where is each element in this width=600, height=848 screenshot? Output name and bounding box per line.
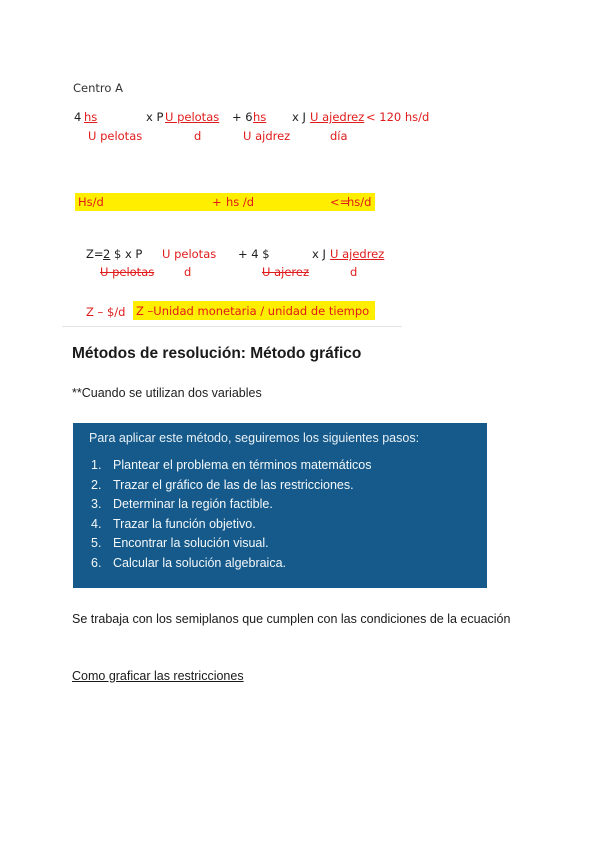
steps-intro: Para aplicar este método, seguiremos los siguientes pasos:	[89, 431, 420, 445]
equation-1-den-upelotas: U pelotas	[88, 129, 143, 143]
z-unit: Z – $/d	[86, 305, 126, 319]
units-plus: +	[212, 195, 222, 209]
list-item	[91, 554, 371, 574]
list-item	[91, 534, 371, 554]
subnote: **Cuando se utilizan dos variables	[72, 386, 262, 400]
equation-1-hs: hs	[84, 110, 98, 124]
step-text: Encontrar la solución visual.	[113, 536, 269, 550]
objective-dollar-xp: $ x P	[114, 247, 143, 261]
step-text: Plantear el problema en términos matemáticos	[113, 458, 372, 472]
step-number: 1.	[91, 458, 102, 472]
step-text: Trazar la función objetivo.	[113, 516, 256, 531]
section-heading: Métodos de resolución: Método gráfico	[72, 345, 362, 362]
objective-den-upelotas: U pelotas	[100, 265, 155, 279]
step-text: Determinar la región factible.	[113, 497, 273, 511]
z-unit-description: Z –Unidad monetaria / unidad de tiempo	[136, 304, 370, 318]
equation-1-den-dia: día	[330, 129, 348, 143]
equation-1-limit: < 120 hs/d	[366, 110, 430, 124]
objective-den-d2: d	[350, 265, 358, 279]
objective-upelotas: U pelotas	[162, 247, 217, 261]
units-hsd: Hs/d	[78, 195, 104, 209]
list-item	[91, 515, 371, 535]
list-item	[91, 456, 371, 476]
equation-1-den-uajdrez: U ajdrez	[243, 129, 291, 143]
step-text: Trazar el gráfico de las de las restricciones.	[113, 477, 354, 492]
centro-label: Centro A	[73, 81, 123, 95]
equation-1-xp: x P	[146, 110, 164, 124]
equation-1-upelotas: U pelotas	[165, 110, 220, 124]
list-item	[91, 476, 371, 496]
units-hsd-3: hs/d	[347, 195, 372, 209]
equation-1-xj: x J	[292, 110, 306, 124]
equation-1-den-d: d	[194, 129, 202, 143]
step-number: 5.	[91, 536, 102, 550]
step-number: 3.	[91, 497, 102, 511]
steps-panel	[73, 423, 487, 588]
objective-den-d1: d	[184, 265, 192, 279]
step-number: 6.	[91, 555, 102, 570]
units-le: <=	[330, 195, 350, 209]
units-hsd-2: hs /d	[226, 195, 255, 209]
steps-list	[91, 456, 371, 573]
objective-den-uajerez: U ajerez	[262, 265, 309, 279]
objective-z-eq: Z=	[86, 247, 104, 261]
step-text: Calcular la solución algebraica.	[113, 555, 287, 570]
equation-1-hs2: hs	[253, 110, 267, 124]
objective-xj: x J	[312, 247, 326, 261]
list-item	[91, 495, 371, 515]
subheading: Como graficar las restricciones	[72, 669, 244, 683]
body-paragraph: Se trabaja con los semiplanos que cumplen con las condiciones de la ecuación	[72, 612, 511, 626]
equation-1-uajedrez: U ajedrez	[310, 110, 365, 124]
step-number: 2.	[91, 477, 102, 492]
equation-1-plus6: + 6	[232, 110, 253, 124]
equation-1-lead: 4	[74, 110, 82, 124]
step-number: 4.	[91, 516, 102, 531]
objective-two: 2	[103, 247, 111, 261]
objective-plus4: + 4 $	[238, 247, 270, 261]
objective-uajedrez: U ajedrez	[330, 247, 385, 261]
